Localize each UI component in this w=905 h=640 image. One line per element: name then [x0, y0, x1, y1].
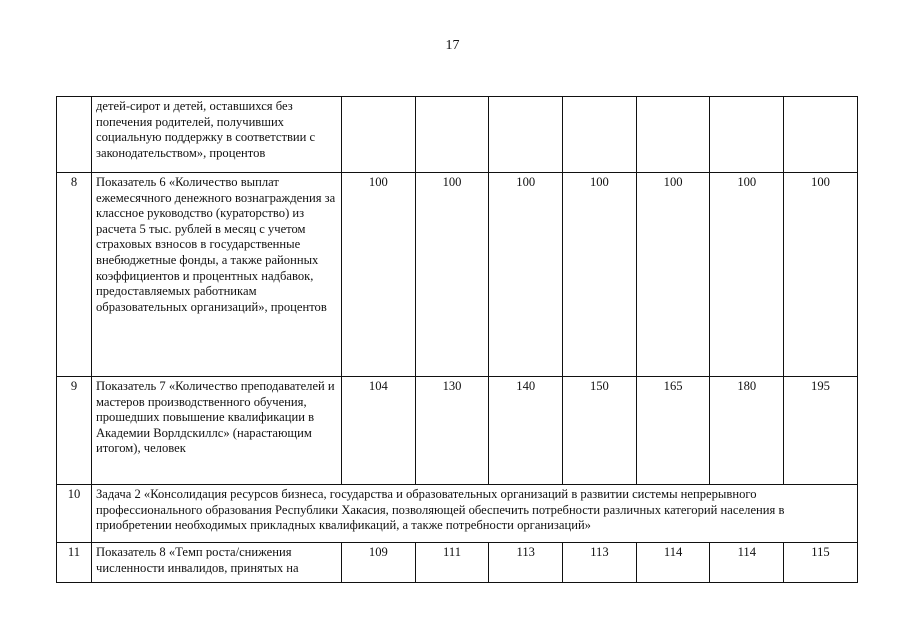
- value-cell: 180: [710, 377, 784, 485]
- value-cell: 100: [636, 173, 710, 377]
- value-cell: 130: [415, 377, 489, 485]
- value-cell: [784, 97, 858, 173]
- row-number: 11: [57, 543, 92, 583]
- row-number: [57, 97, 92, 173]
- value-cell: 111: [415, 543, 489, 583]
- table-row: [57, 543, 858, 583]
- indicators-table: [56, 96, 858, 583]
- value-cell: [415, 97, 489, 173]
- value-cell: [489, 97, 563, 173]
- value-cell: 100: [563, 173, 637, 377]
- row-number: 9: [57, 377, 92, 485]
- row-number: 10: [57, 485, 92, 543]
- value-cell: 100: [784, 173, 858, 377]
- value-cell: 109: [342, 543, 416, 583]
- table-row-task: [57, 485, 858, 543]
- value-cell: 115: [784, 543, 858, 583]
- value-cell: [710, 97, 784, 173]
- indicator-text: детей-сирот и детей, оставшихся без попечения родителей, получивших социальную поддержку в соответствии с законодательством», процентов: [92, 97, 342, 173]
- value-cell: 100: [342, 173, 416, 377]
- indicator-text: Показатель 8 «Темп роста/снижения численности инвалидов, принятых на: [92, 543, 342, 583]
- value-cell: [636, 97, 710, 173]
- table-row: [57, 173, 858, 377]
- value-cell: 150: [563, 377, 637, 485]
- page-number: 17: [445, 38, 460, 53]
- indicator-text: Показатель 6 «Количество выплат ежемесячного денежного вознаграждения за классное руководство (кураторство) из расчета 5 тыс. рублей в месяц с учетом страховых взносов в государственные внебюджетные фонды, а также районных коэффициентов и процентных надбавок, предоставляемых работникам образовательных организаций», процентов: [92, 173, 342, 377]
- value-cell: 195: [784, 377, 858, 485]
- value-cell: [563, 97, 637, 173]
- value-cell: 140: [489, 377, 563, 485]
- indicator-text: Показатель 7 «Количество преподавателей и мастеров производственного обучения, прошедших повышение квалификации в Академии Ворлдскиллс» (нарастающим итогом), человек: [92, 377, 342, 485]
- value-cell: 114: [636, 543, 710, 583]
- task-text: Задача 2 «Консолидация ресурсов бизнеса, государства и образовательных организаций в развитии системы непрерывного профессионального образования Республики Хакасия, позволяющей обеспечить потребности различных категорий населения в приобретении необходимых прикладных квалификаций, а также потребности организаций»: [92, 485, 858, 543]
- value-cell: 114: [710, 543, 784, 583]
- row-number: 8: [57, 173, 92, 377]
- value-cell: 113: [563, 543, 637, 583]
- value-cell: 165: [636, 377, 710, 485]
- value-cell: 100: [489, 173, 563, 377]
- value-cell: 100: [415, 173, 489, 377]
- table-row: [57, 97, 858, 173]
- value-cell: 104: [342, 377, 416, 485]
- value-cell: [342, 97, 416, 173]
- value-cell: 113: [489, 543, 563, 583]
- value-cell: 100: [710, 173, 784, 377]
- table-row: [57, 377, 858, 485]
